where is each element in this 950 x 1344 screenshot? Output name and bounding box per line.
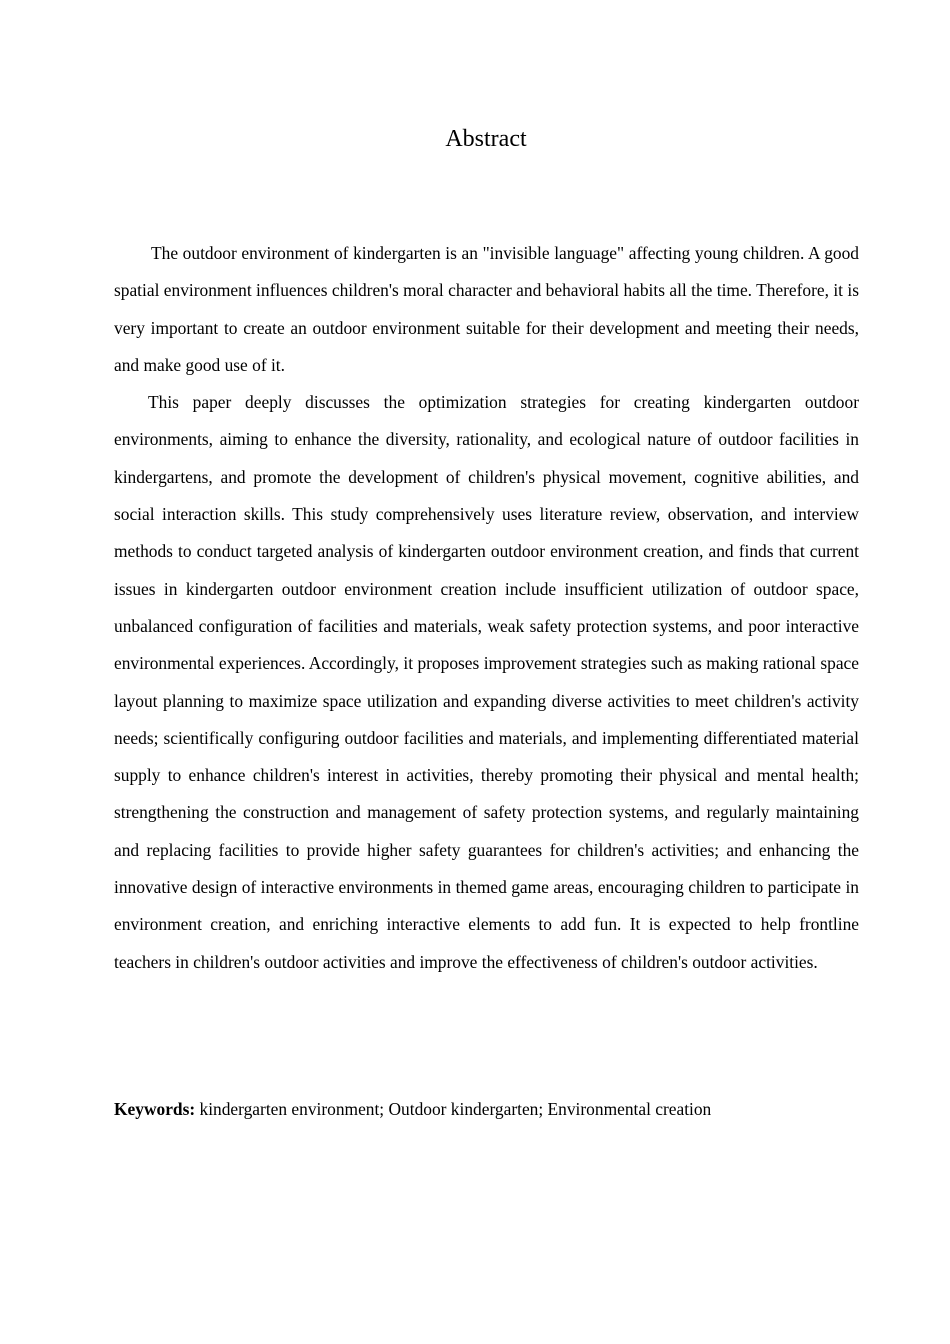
abstract-paragraph-2: This paper deeply discusses the optimization strategies for creating kindergarten outdoor environments, aiming to enhance the diversity, rationality, and ecological nature of outdoor facilities in kindergartens, and promote the development of children's physical movement, cognitive abilities, and social interaction skills. This study comprehensively uses literature review, observation, and interview methods to conduct targeted analysis of kindergarten outdoor environment creation, and finds that current issues in kindergarten outdoor environment creation include insufficient utilization of outdoor space, unbalanced configuration of facilities and materials, weak safety protection systems, and poor interactive environmental experiences. Accordingly, it proposes improvement strategies such as making rational space layout planning to maximize space utilization and expanding diverse activities to meet children's activity needs; scientifically configuring outdoor facilities and materials, and implementing differentiated material supply to enhance children's interest in activities, thereby promoting their physical and mental health; strengthening the construction and management of safety protection systems, and regularly maintaining and replacing facilities to provide higher safety guarantees for children's activities; and enhancing the innovative design of interactive environments in themed game areas, encouraging children to participate in environment creation, and enriching interactive elements to add fun. It is expected to help frontline teachers in children's outdoor activities and improve the effectiveness of children's outdoor activities. [114, 392, 859, 972]
keywords-line [114, 1091, 859, 1128]
keywords-text: kindergarten environment; Outdoor kindergarten; Environmental creation [195, 1099, 712, 1119]
abstract-body [114, 235, 859, 981]
abstract-paragraph-1: The outdoor environment of kindergarten is an "invisible language" affecting young children. A good spatial environment influences children's moral character and behavioral habits all the time. Therefore, it is very important to create an outdoor environment suitable for their development and meeting their needs, and make good use of it. [114, 243, 859, 375]
keywords-label: Keywords: [114, 1099, 196, 1119]
abstract-title: Abstract [445, 126, 527, 152]
